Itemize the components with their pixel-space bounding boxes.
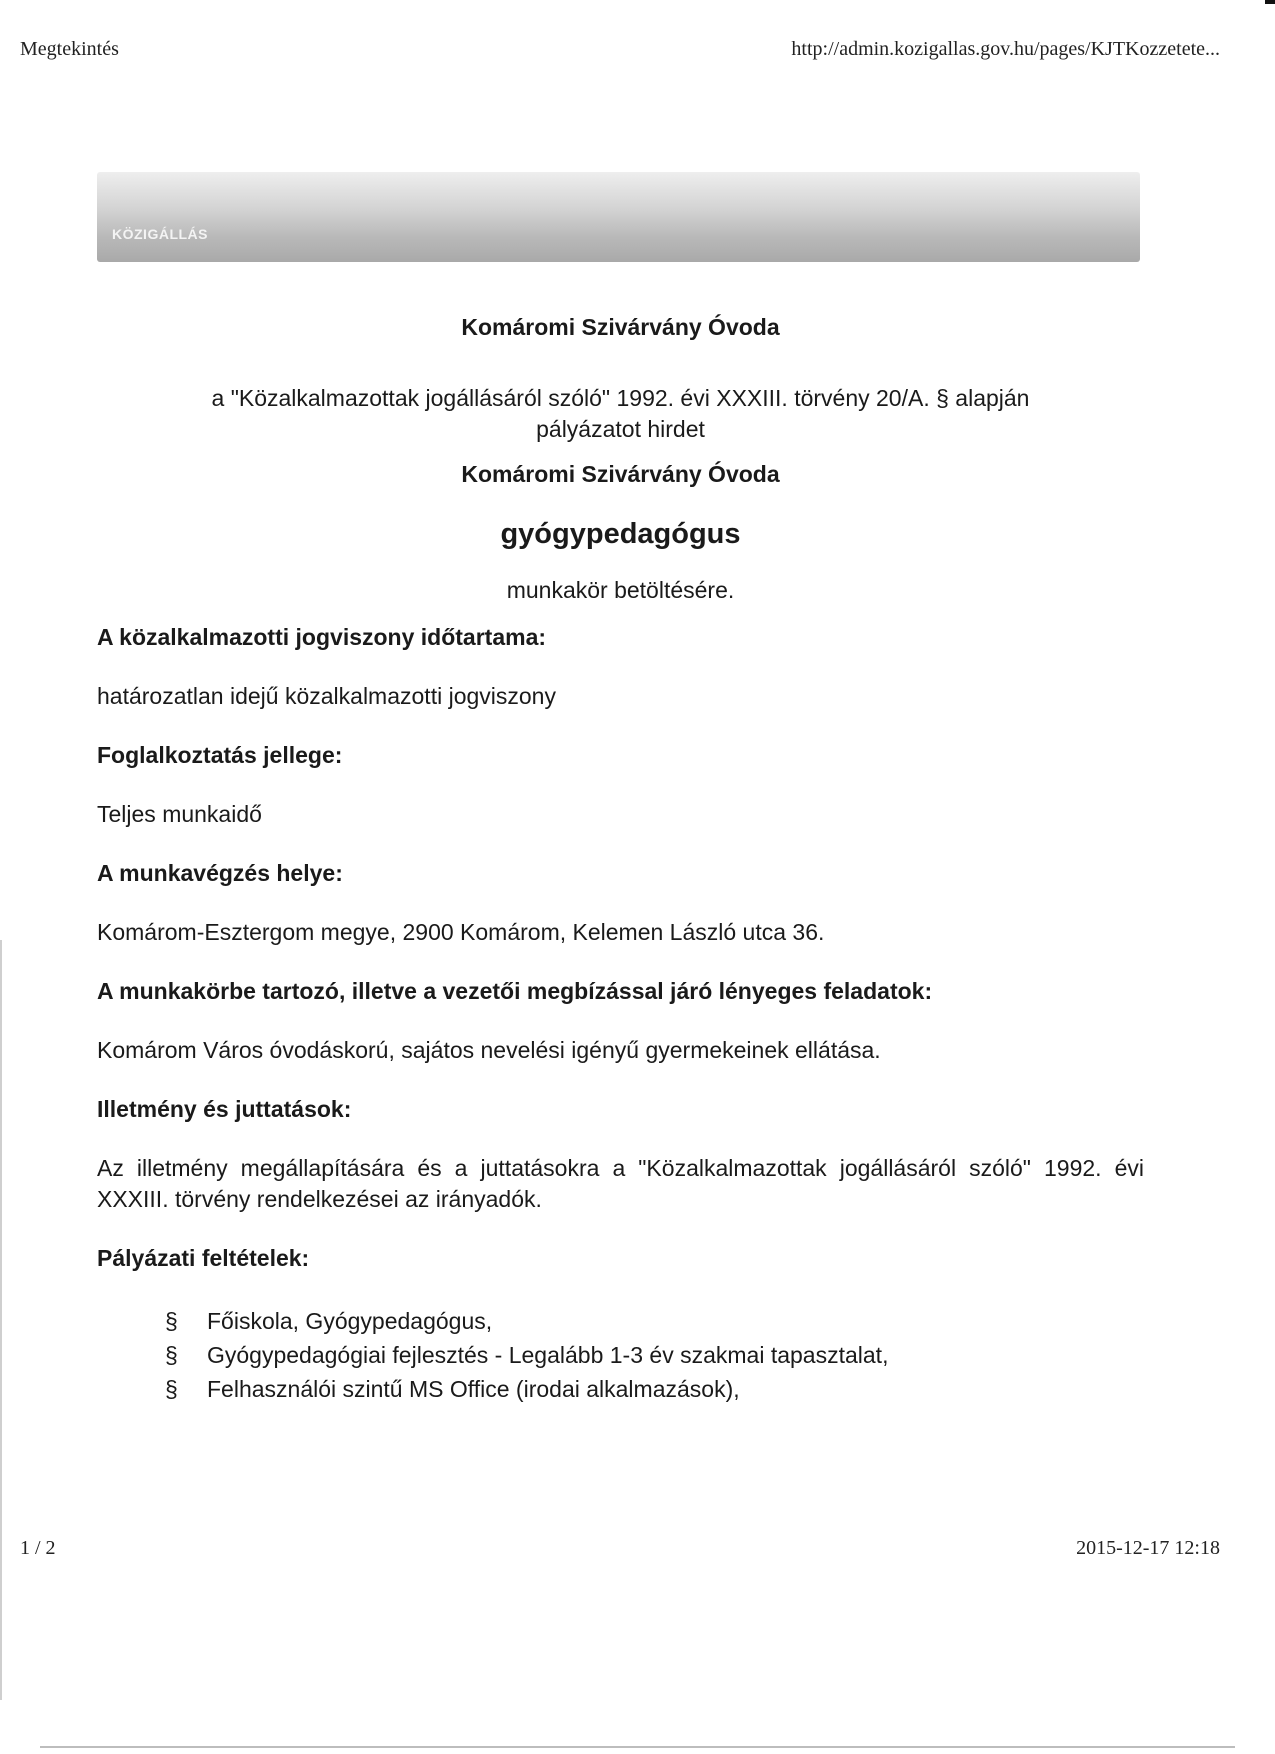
duration-text: határozatlan idejű közalkalmazotti jogviszony	[97, 683, 556, 709]
duties-text: Komárom Város óvodáskorú, sajátos nevelési igényű gyermekeinek ellátása.	[97, 1037, 881, 1063]
section-sign-icon: §	[165, 1308, 178, 1334]
condition-text: Felhasználói szintű MS Office (irodai alkalmazások),	[207, 1376, 740, 1402]
list-item	[165, 1338, 1144, 1372]
print-footer	[20, 1537, 1220, 1560]
position-title: gyógypedagógus	[500, 518, 741, 550]
section-sign-icon: §	[165, 1342, 178, 1368]
intro-text	[97, 383, 1144, 445]
location-text: Komárom-Esztergom megye, 2900 Komárom, Kelemen László utca 36.	[97, 919, 825, 945]
intro-line-2: pályázatot hirdet	[536, 416, 705, 442]
condition-text: Gyógypedagógiai fejlesztés - Legalább 1-3 év szakmai tapasztalat,	[207, 1342, 889, 1368]
scan-edge-mark	[1265, 0, 1275, 4]
duration-heading: A közalkalmazotti jogviszony időtartama:	[97, 624, 547, 650]
kozigallas-banner	[97, 172, 1140, 262]
salary-heading: Illetmény és juttatások:	[97, 1096, 352, 1122]
conditions-list	[97, 1304, 1144, 1406]
kozigallas-logo-icon: KÖZIGÁLLÁS	[112, 226, 208, 242]
position-suffix: munkakör betöltésére.	[506, 577, 735, 603]
organization-name: Komáromi Szivárvány Óvoda	[461, 314, 780, 340]
scan-bottom-edge	[40, 1746, 1235, 1748]
print-timestamp: 2015-12-17 12:18	[1076, 1537, 1220, 1559]
salary-text: Az illetmény megállapítására és a juttatásokra a "Közalkalmazottak jogállásáról szóló" 1992. évi XXXIII. törvény rendelkezései az irányadók.	[97, 1155, 1144, 1212]
duties-heading: A munkakörbe tartozó, illetve a vezetői megbízással járó lényeges feladatok:	[97, 978, 933, 1004]
print-header-title: Megtekintés	[20, 38, 119, 60]
employment-heading: Foglalkoztatás jellege:	[97, 742, 343, 768]
condition-text: Főiskola, Gyógypedagógus,	[207, 1308, 493, 1334]
list-item	[165, 1304, 1144, 1338]
scan-left-edge	[0, 940, 2, 1700]
organization-name-repeat: Komáromi Szivárvány Óvoda	[461, 461, 780, 487]
announcement-body	[97, 314, 1144, 1406]
page-number: 1 / 2	[20, 1537, 56, 1559]
list-item	[165, 1372, 1144, 1406]
print-header-url: http://admin.kozigallas.gov.hu/pages/KJTKozzetete...	[791, 38, 1220, 60]
employment-text: Teljes munkaidő	[97, 801, 262, 827]
section-sign-icon: §	[165, 1376, 178, 1402]
conditions-heading: Pályázati feltételek:	[97, 1245, 310, 1271]
intro-line-1: a "Közalkalmazottak jogállásáról szóló" 1992. évi XXXIII. törvény 20/A. § alapján	[211, 385, 1030, 411]
location-heading: A munkavégzés helye:	[97, 860, 343, 886]
print-header	[20, 38, 1220, 61]
